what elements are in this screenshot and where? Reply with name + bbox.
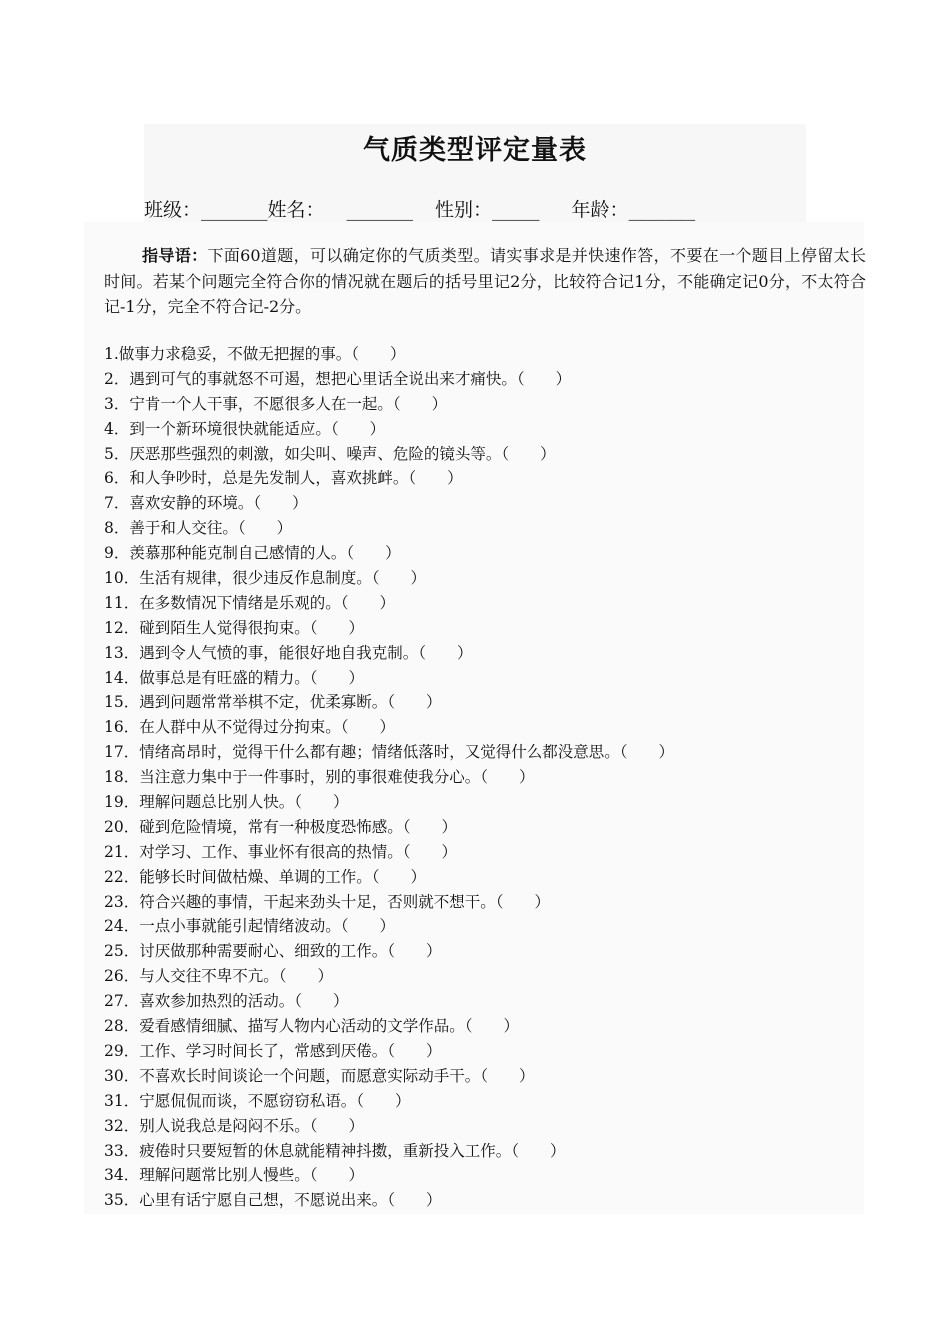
question-item: 11．在多数情况下情绪是乐观的。（ ）	[104, 593, 395, 612]
question-item: 23．符合兴趣的事情，干起来劲头十足，否则就不想干。（ ）	[104, 892, 550, 911]
question-item: 28．爱看感情细腻、描写人物内心活动的文学作品。（ ）	[104, 1017, 519, 1036]
question-item: 7．喜欢安静的环境。（ ）	[104, 494, 308, 513]
question-item: 17．情绪高昂时，觉得干什么都有趣；情绪低落时，又觉得什么都没意思。（ ）	[104, 743, 674, 762]
question-item: 18．当注意力集中于一件事时，别的事很难使我分心。（ ）	[104, 768, 535, 787]
question-item: 27．喜欢参加热烈的活动。（ ）	[104, 992, 349, 1011]
question-item: 33．疲倦时只要短暂的休息就能精神抖擞，重新投入工作。（ ）	[104, 1141, 566, 1160]
question-item: 32．别人说我总是闷闷不乐。（ ）	[104, 1116, 364, 1135]
age-label: 年龄：	[571, 199, 629, 221]
question-item: 31．宁愿侃侃而谈，不愿窃窃私语。（ ）	[104, 1091, 411, 1110]
question-item: 29．工作、学习时间长了，常感到厌倦。（ ）	[104, 1041, 442, 1060]
instructions-text: 下面60道题，可以确定你的气质类型。请实事求是并快速作答，不要在一个题目上停留太长时间。若某个问题完全符合你的情况就在题后的括号里记2分，比较符合记1分，不能确定记0分，不太符合记-1分，完全不符合记-2分。	[104, 246, 866, 316]
question-item: 15．遇到问题常常举棋不定，优柔寡断。（ ）	[104, 693, 442, 712]
question-item: 35．心里有话宁愿自己想，不愿说出来。（ ）	[104, 1191, 442, 1210]
question-item: 8．善于和人交往。（ ）	[104, 519, 293, 538]
question-list	[104, 342, 864, 1213]
age-blank[interactable]: _______	[628, 199, 696, 221]
question-item: 22．能够长时间做枯燥、单调的工作。（ ）	[104, 867, 426, 886]
question-item: 34．理解问题常比别人慢些。（ ）	[104, 1166, 364, 1185]
class-blank[interactable]: _______	[201, 199, 268, 221]
question-item: 1.做事力求稳妥，不做无把握的事。（ ）	[104, 345, 406, 363]
question-item: 4．到一个新环境很快就能适应。（ ）	[104, 419, 386, 438]
document-title: 气质类型评定量表	[363, 135, 587, 166]
question-item: 5．厌恶那些强烈的刺激，如尖叫、噪声、危险的镜头等。（ ）	[104, 444, 556, 463]
class-label: 班级：	[144, 199, 202, 221]
instructions-lead: 指导语：	[142, 246, 208, 265]
question-item: 16．在人群中从不觉得过分拘束。（ ）	[104, 718, 395, 737]
question-item: 30．不喜欢长时间谈论一个问题，而愿意实际动手干。（ ）	[104, 1066, 535, 1085]
instructions-paragraph	[104, 243, 866, 320]
question-item: 19．理解问题总比别人快。（ ）	[104, 793, 349, 812]
question-item: 12．碰到陌生人觉得很拘束。（ ）	[104, 618, 364, 637]
gender-label: 性别：	[435, 199, 493, 221]
question-item: 3．宁肯一个人干事，不愿很多人在一起。（ ）	[104, 394, 448, 413]
question-item: 25．讨厌做那种需要耐心、细致的工作。（ ）	[104, 942, 442, 961]
question-item: 14．做事总是有旺盛的精力。（ ）	[104, 668, 364, 687]
question-item: 24．一点小事就能引起情绪波动。（ ）	[104, 917, 395, 936]
gender-blank[interactable]: _____	[492, 199, 540, 221]
question-item: 13．遇到令人气愤的事，能很好地自我克制。（ ）	[104, 643, 473, 662]
student-info-row	[144, 195, 844, 222]
name-blank[interactable]: _______	[346, 199, 414, 221]
question-item: 20．碰到危险情境，常有一种极度恐怖感。（ ）	[104, 817, 457, 836]
question-item: 21．对学习、工作、事业怀有很高的热情。（ ）	[104, 842, 457, 861]
question-item: 2．遇到可气的事就怒不可遏，想把心里话全说出来才痛快。（ ）	[104, 369, 572, 388]
question-item: 6．和人争吵时，总是先发制人，喜欢挑衅。（ ）	[104, 469, 463, 488]
question-item: 9．羡慕那种能克制自己感情的人。（ ）	[104, 544, 401, 563]
name-label: 姓名：	[267, 199, 325, 221]
question-item: 10．生活有规律，很少违反作息制度。（ ）	[104, 569, 426, 588]
question-item: 26．与人交往不卑不亢。（ ）	[104, 967, 333, 986]
